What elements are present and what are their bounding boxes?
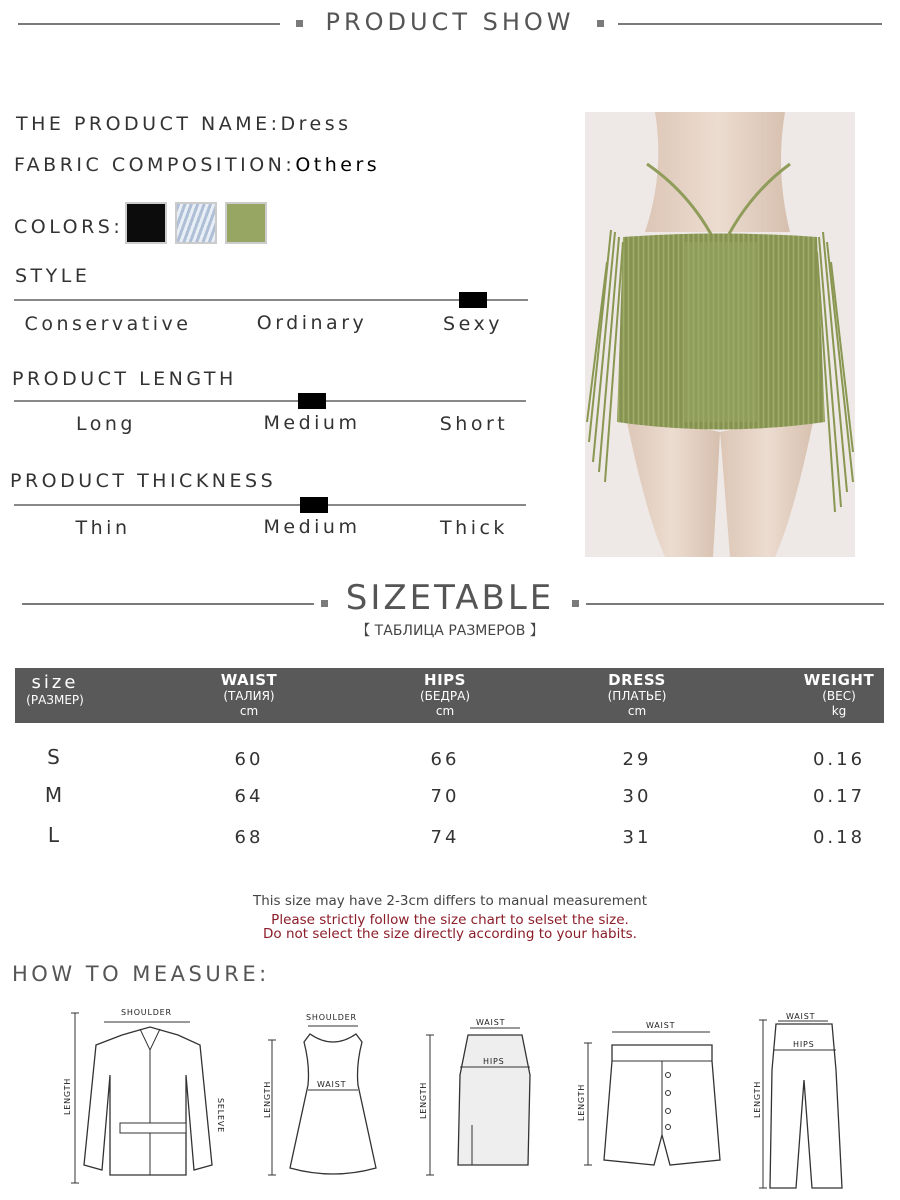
waist-cell: 64	[234, 786, 264, 807]
skirt-length-label: LENGTH	[419, 1081, 428, 1119]
dress-shoulder-label: SHOULDER	[306, 1013, 357, 1022]
header-weight-main: WEIGHT	[803, 671, 875, 689]
thickness-marker	[300, 497, 328, 513]
header-hips-main: HIPS	[424, 671, 466, 689]
waist-cell: 68	[234, 827, 264, 848]
page-title: PRODUCT SHOW	[325, 8, 575, 36]
jacket-icon	[60, 1005, 235, 1190]
header-waist	[209, 671, 289, 719]
jacket-length-label: LENGTH	[63, 1077, 72, 1115]
pants-waist-label: WAIST	[786, 1012, 816, 1021]
pants-hips-label: HIPS	[793, 1040, 815, 1049]
skirt-icon	[410, 1015, 535, 1185]
header-waist-ru: (ТАЛИЯ)	[223, 689, 275, 703]
shorts-length-label: LENGTH	[577, 1083, 586, 1121]
weight-cell: 0.18	[812, 827, 866, 848]
weight-cell: 0.17	[812, 786, 866, 807]
thickness-label: PRODUCT THICKNESS	[10, 470, 277, 492]
header-hips-unit: cm	[435, 704, 455, 718]
fabric-label: FABRIC COMPOSITION:	[14, 154, 296, 176]
dress-waist-label: WAIST	[317, 1080, 347, 1089]
skirt-hips-label: HIPS	[483, 1057, 505, 1066]
length-label: PRODUCT LENGTH	[12, 368, 237, 390]
hips-cell: 66	[430, 749, 460, 770]
color-swatch-green[interactable]	[225, 202, 267, 244]
sizetable-line-right	[586, 603, 884, 605]
fabric-value: Others	[295, 154, 381, 176]
style-option-conservative: Conservative	[24, 313, 192, 335]
thickness-option-thin: Thin	[75, 517, 131, 539]
header-weight-ru: (BEC)	[822, 689, 856, 703]
pants-icon	[750, 1010, 865, 1195]
product-name	[16, 113, 352, 135]
header-size-main: size	[31, 672, 79, 693]
color-swatch-blue-pattern[interactable]	[175, 202, 217, 244]
header-line-right	[618, 23, 882, 25]
header-dress-unit: cm	[627, 704, 647, 718]
jacket-sleeve-label: SELEVE	[216, 1098, 225, 1133]
header-waist-unit: cm	[239, 704, 259, 718]
header-dress	[597, 671, 677, 719]
skirt-waist-label: WAIST	[476, 1018, 506, 1027]
header-size	[19, 672, 91, 708]
product-name-label: THE PRODUCT NAME:	[16, 113, 281, 135]
style-option-ordinary: Ordinary	[256, 312, 368, 334]
size-cell: S	[47, 745, 63, 769]
header-hips	[405, 671, 485, 719]
hips-cell: 70	[430, 786, 460, 807]
fabric-composition	[14, 154, 380, 176]
header-weight-unit: kg	[831, 704, 847, 718]
thickness-option-medium: Medium	[263, 516, 361, 538]
shorts-icon	[570, 1015, 745, 1175]
header-dot-right	[597, 20, 604, 27]
length-scale-line	[14, 400, 526, 402]
length-option-short: Short	[439, 413, 509, 435]
size-table-header	[15, 668, 884, 723]
length-marker	[298, 393, 326, 409]
header-waist-main: WAIST	[220, 671, 278, 689]
dress-cell: 30	[622, 786, 652, 807]
product-photo	[585, 112, 855, 557]
dress-icon	[260, 1010, 380, 1185]
product-name-value: Dress	[280, 113, 352, 135]
dress-cell: 29	[622, 749, 652, 770]
thickness-option-thick: Thick	[440, 517, 508, 539]
size-note-measurement: This size may have 2-3cm differs to manual measurement	[252, 893, 648, 909]
style-label: STYLE	[15, 265, 91, 287]
weight-cell: 0.16	[812, 749, 866, 770]
size-cell: M	[44, 783, 66, 807]
shorts-waist-label: WAIST	[646, 1021, 676, 1030]
colors-label: COLORS:	[14, 216, 124, 238]
sizetable-title: SIZETABLE	[345, 578, 555, 618]
color-swatch-black[interactable]	[125, 202, 167, 244]
jacket-shoulder-label: SHOULDER	[121, 1008, 172, 1017]
sizetable-dot-left	[321, 600, 328, 607]
style-option-sexy: Sexy	[443, 313, 503, 335]
sizetable-subtitle: 【 ТАБЛИЦА РАЗМЕРОВ 】	[356, 623, 544, 639]
header-dress-ru: (ПЛАТЬЕ)	[607, 689, 667, 703]
pants-length-label: LENGTH	[753, 1080, 762, 1118]
style-marker	[459, 292, 487, 308]
length-option-medium: Medium	[263, 412, 361, 434]
header-hips-ru: (БЕДРА)	[420, 689, 470, 703]
dress-cell: 31	[622, 827, 652, 848]
hips-cell: 74	[430, 827, 460, 848]
size-note-habits: Do not select the size directly according to your habits.	[263, 926, 637, 942]
header-size-ru: (РАЗМЕР)	[26, 693, 84, 707]
header-line-left	[18, 23, 280, 25]
size-cell: L	[47, 823, 63, 847]
sizetable-line-left	[22, 603, 314, 605]
sizetable-dot-right	[572, 600, 579, 607]
header-weight	[799, 671, 879, 719]
dress-length-label: LENGTH	[263, 1080, 272, 1118]
style-scale-line	[14, 299, 528, 301]
header-dress-main: DRESS	[608, 671, 666, 689]
length-option-long: Long	[76, 413, 136, 435]
waist-cell: 60	[234, 749, 264, 770]
how-to-measure-title: HOW TO MEASURE:	[12, 962, 270, 986]
thickness-scale-line	[14, 504, 526, 506]
size-note-follow-chart: Please strictly follow the size chart to selset the size.	[271, 912, 629, 928]
